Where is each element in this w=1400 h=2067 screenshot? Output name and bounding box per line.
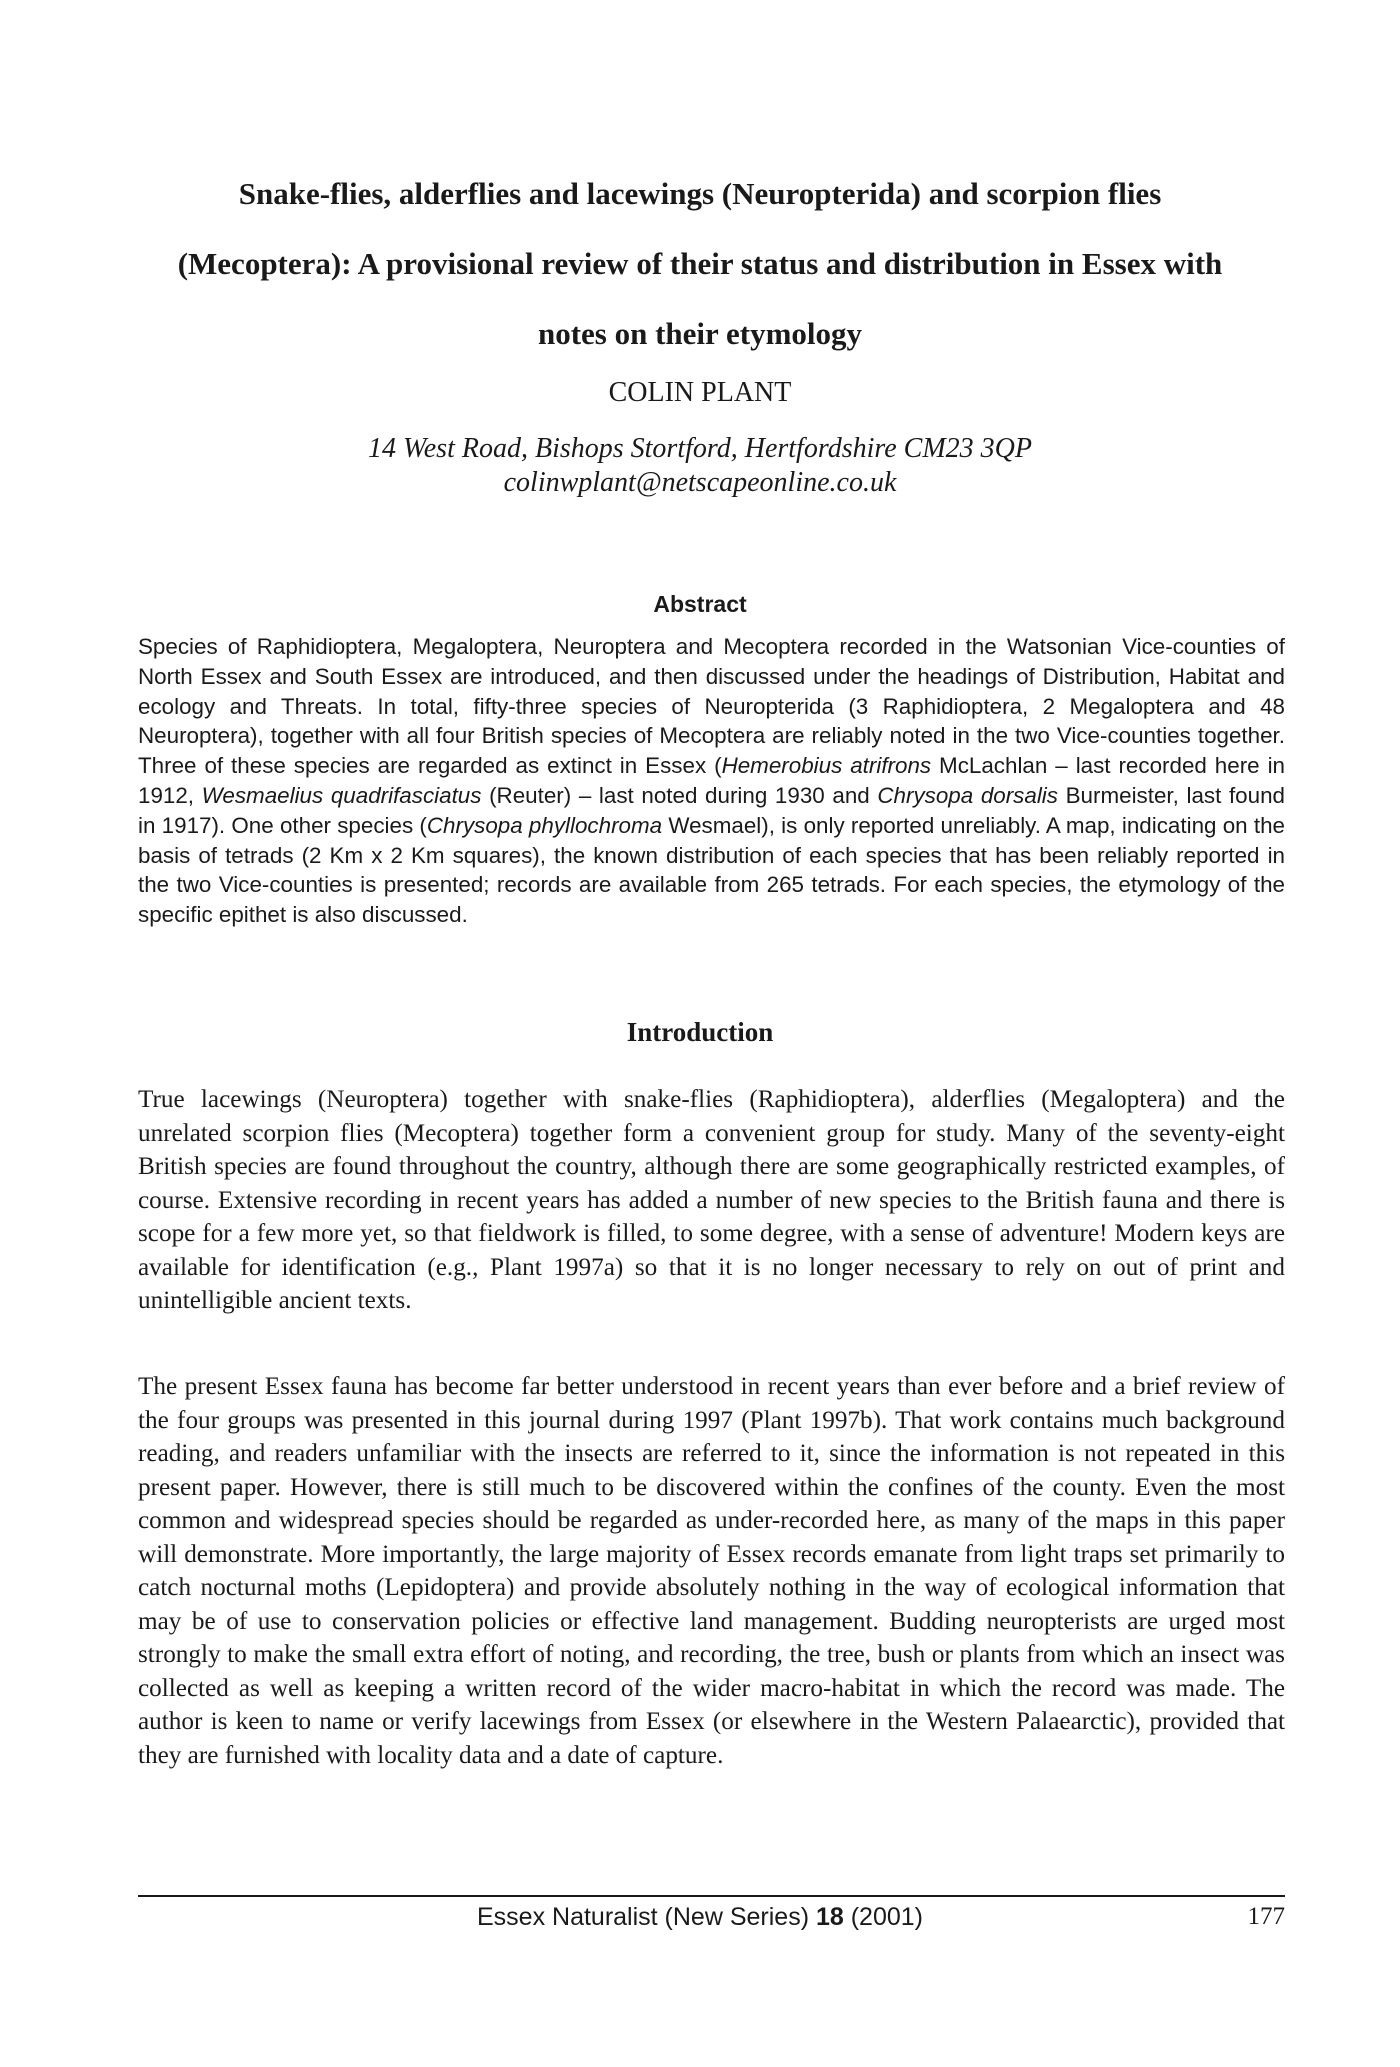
introduction-paragraph-2: The present Essex fauna has become far better understood in recent years than ever before and a brief review of the four groups was presented in this journal during 1997 (Plant 1997b). That work contains much background reading, and readers unfamiliar with the insects are referred to it, since the information is not repeated in this present paper. However, there is still much to be discovered within the confines of the county. Even the most common and widespread species should be regarded as under-recorded here, as many of the maps in this paper will demonstrate. More importantly, the large majority of Essex records emanate from light traps set primarily to catch nocturnal moths (Lepidoptera) and provide absolutely nothing in the way of ecological information that may be of use to conservation policies or effective land management. Budding neuropterists are urged most strongly to make the small extra effort of noting, and recording, the tree, bush or plants from which an insect was collected as well as keeping a written record of the wider macro-habitat in which the record was made. The author is keen to name or verify lacewings from Essex (or elsewhere in the Western Palaearctic), provided that they are furnished with locality data and a date of capture.	[138, 1373, 1285, 1769]
abstract-text: Species of Raphidioptera, Megaloptera, Neuroptera and Mecoptera recorded in the Watsonian Vice-counties of North Essex and South Essex are introduced, and then discussed under the headings of Distribution, Habitat and ecology and Threats. In total, fifty-three species of Neuropterida (3 Raphidioptera, 2 Megaloptera and 48 Neuroptera), together with all four British species of Mecoptera are reliably noted in the two Vice-counties together. Three of these species are regarded as extinct in Essex (Hemerobius atrifrons McLachlan – last recorded here in 1912, Wesmaelius quadrifasciatus (Reuter) – last noted during 1930 and Chrysopa dorsalis Burmeister, last found in 1917). One other species (Chrysopa phyllochroma Wesmael), is only reported unreliably. A map, indicating on the basis of tetrads (2 Km x 2 Km squares), the known distribution of each species that has been reliably reported in the two Vice-counties is presented; records are available from 265 tetrads. For each species, the etymology of the specific epithet is also discussed.	[138, 634, 1285, 928]
footer-rule	[138, 1895, 1285, 1897]
title-line-1: Snake-flies, alderflies and lacewings (Neuropterida) and scorpion flies	[238, 176, 1162, 211]
page-number: 177	[1247, 1903, 1285, 1930]
title-line-3: notes on their etymology	[537, 316, 863, 351]
author-address: 14 West Road, Bishops Stortford, Hertfordshire CM23 3QP	[368, 433, 1032, 464]
species-name: Wesmaelius quadrifasciatus	[201, 782, 482, 808]
introduction-heading: Introduction	[626, 1017, 774, 1047]
footer-volume: 18	[815, 1903, 844, 1931]
species-name: Hemerobius atrifrons	[721, 753, 932, 779]
author-email: colinwplant@netscapeonline.co.uk	[503, 467, 897, 498]
author-name: COLIN PLANT	[608, 377, 792, 408]
abstract-heading: Abstract	[653, 591, 747, 617]
species-name: Chrysopa dorsalis	[877, 782, 1058, 808]
species-name: Chrysopa phyllochroma	[426, 812, 663, 838]
title-line-2: (Mecoptera): A provisional review of their status and distribution in Essex with	[177, 246, 1223, 281]
footer-citation: Essex Naturalist (New Series) 18 (2001)	[476, 1903, 923, 1931]
introduction-paragraph-1: True lacewings (Neuroptera) together with snake-flies (Raphidioptera), alderflies (Megaloptera) and the unrelated scorpion flies (Mecoptera) together form a convenient group for study. Many of the seventy-eight British species are found throughout the country, although there are some geographically restricted examples, of course. Extensive recording in recent years has added a number of new species to the British fauna and there is scope for a few more yet, so that fieldwork is filled, to some degree, with a sense of adventure! Modern keys are available for identification (e.g., Plant 1997a) so that it is no longer necessary to rely on out of print and unintelligible ancient texts.	[138, 1086, 1285, 1314]
